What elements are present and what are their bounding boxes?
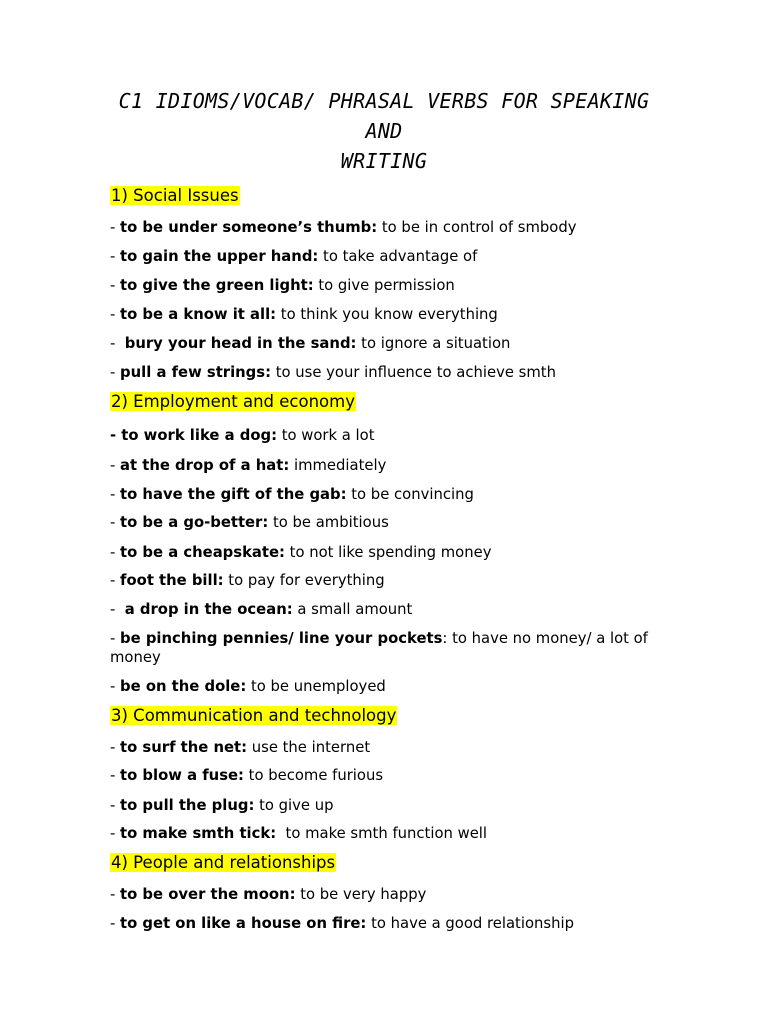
list-item: - pull a few strings: to use your influence to achieve smth (110, 364, 556, 381)
list-item: - to make smth tick: to make smth function well (110, 825, 488, 842)
list-item: - to give the green light: to give permission (110, 277, 455, 294)
list-item: - to gain the upper hand: to take advantage of (110, 248, 478, 265)
list-item: - to blow a fuse: to become furious (110, 767, 384, 784)
document-title (110, 86, 658, 176)
list-item: - to pull the plug: to give up (110, 797, 334, 814)
section-heading-social-issues: 1) Social Issues (111, 186, 239, 205)
title-line-1: C1 IDIOMS/VOCAB/ PHRASAL VERBS FOR SPEAKING AND (118, 89, 650, 143)
list-item: - to be under someone’s thumb: to be in control of smbody (110, 219, 577, 236)
list-item: - to surf the net: use the internet (110, 739, 371, 756)
list-item: - to be over the moon: to be very happy (110, 886, 427, 903)
list-item: - bury your head in the sand: to ignore a situation (110, 335, 511, 352)
list-item: - to be a go-better: to be ambitious (110, 514, 389, 531)
list-item: - to be a cheapskate: to not like spending money (110, 544, 492, 561)
list-item: - be on the dole: to be unemployed (110, 678, 386, 695)
list-item: - a drop in the ocean: a small amount (110, 601, 413, 618)
title-line-2: WRITING (340, 149, 428, 173)
list-item: - be pinching pennies/ line your pockets: to have no money/ a lot of money (110, 630, 648, 666)
list-item: - to work like a dog: to work a lot (110, 427, 375, 444)
list-item: - foot the bill: to pay for everything (110, 572, 385, 589)
section-heading-employment: 2) Employment and economy (111, 392, 355, 411)
list-item: - to have the gift of the gab: to be convincing (110, 486, 474, 503)
section-heading-people: 4) People and relationships (111, 853, 336, 872)
list-item: - to be a know it all: to think you know everything (110, 306, 498, 323)
list-item: - to get on like a house on fire: to have a good relationship (110, 915, 574, 932)
list-item: - at the drop of a hat: immediately (110, 457, 387, 474)
section-heading-communication: 3) Communication and technology (111, 706, 397, 725)
